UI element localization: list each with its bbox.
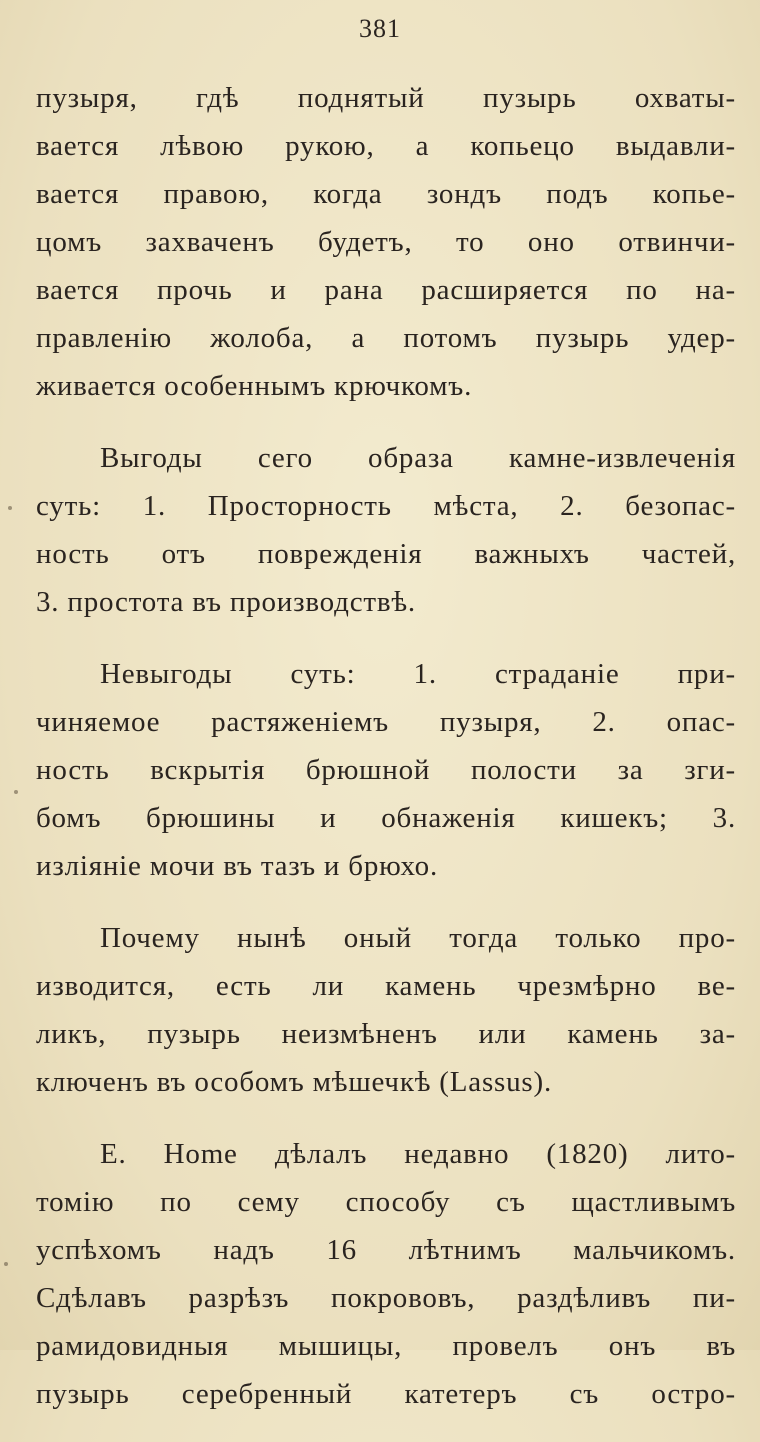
text-line: правленію жолоба, а потомъ пузырь удер- [36,322,736,354]
text-line: чиняемое растяженіемъ пузыря, 2. опас- [36,706,736,738]
text-line: E. Home дѣлалъ недавно (1820) лито- [100,1138,736,1170]
paragraph-5 [36,1130,736,1418]
text-line: успѣхомъ надъ 16 лѣтнимъ мальчикомъ. [36,1234,736,1266]
paragraph-3 [36,650,736,890]
text-line: вается лѣвою рукою, а копьецо выдавли- [36,130,736,162]
text-line: цомъ захваченъ будетъ, то оно отвинчи- [36,226,736,258]
text-line: ность вскрытія брюшной полости за зги- [36,754,736,786]
text-line: вается прочь и рана расширяется по на- [36,274,736,306]
text-line: томію по сему способу съ щастливымъ [36,1186,736,1218]
text-line: Почему нынѣ оный тогда только про- [100,922,736,954]
paragraph-2 [36,434,736,626]
text-line: суть: 1. Просторность мѣста, 2. безопас- [36,490,736,522]
text-line: пузыря, гдѣ поднятый пузырь охваты- [36,82,736,114]
text-line: Сдѣлавъ разрѣзъ покрововъ, раздѣливъ пи- [36,1282,736,1314]
paragraph-1 [36,74,736,410]
text-line: изліяніе мочи въ тазъ и брюхо. [36,850,439,882]
paragraph-4 [36,914,736,1106]
paper-speck [14,790,18,794]
text-line: вается правою, когда зондъ подъ копье- [36,178,736,210]
text-line: ность отъ поврежденія важныхъ частей, [36,538,736,570]
text-line: живается особеннымъ крючкомъ. [36,370,473,402]
text-line: Невыгоды суть: 1. страданіе при- [100,658,736,690]
page-number: 381 [359,14,401,43]
text-line: ликъ, пузырь неизмѣненъ или камень за- [36,1018,736,1050]
page-text [36,74,736,1442]
paper-speck [8,506,12,510]
text-line: ключенъ въ особомъ мѣшечкѣ (Lassus). [36,1066,553,1098]
text-line: 3. простота въ производствѣ. [36,586,416,618]
text-line: изводится, есть ли камень чрезмѣрно ве- [36,970,736,1002]
text-line: рамидовидныя мышицы, провелъ онъ въ [36,1330,736,1362]
text-line: Выгоды сего образа камне-извлеченія [100,442,736,474]
text-line: пузырь серебренный катетеръ съ остро- [36,1378,736,1410]
text-line: бомъ брюшины и обнаженія кишекъ; 3. [36,802,736,834]
paper-speck [4,1262,8,1266]
